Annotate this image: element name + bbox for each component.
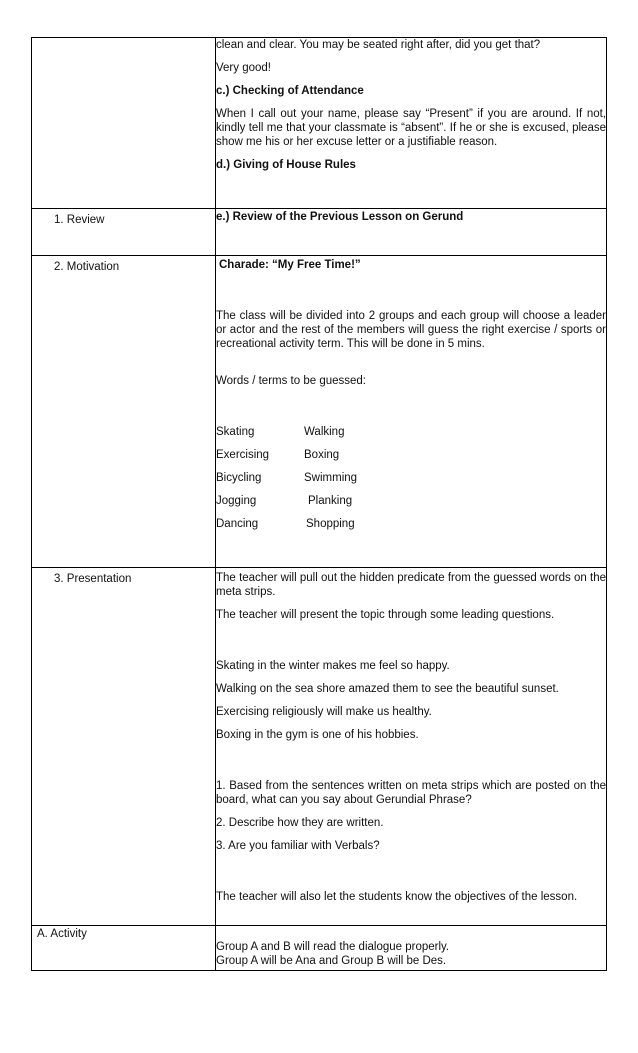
paragraph-predicate: The teacher will pull out the hidden predicate from the guessed words on the meta strips. xyxy=(216,572,606,598)
table-row-activity xyxy=(32,926,607,971)
right-cell-motivation xyxy=(216,256,607,568)
left-cell-activity xyxy=(32,926,216,971)
activity-line-2: Group A will be Ana and Group B will be Des. xyxy=(216,955,447,967)
word-left: Dancing xyxy=(216,518,259,530)
word-right: Shopping xyxy=(306,518,355,530)
word-row xyxy=(216,517,606,531)
right-cell-activity xyxy=(216,926,607,971)
word-right: Boxing xyxy=(304,449,340,461)
word-left: Exercising xyxy=(216,449,270,461)
sentence-skating: Skating in the winter makes me feel so happy. xyxy=(216,660,450,672)
table-row-presentation xyxy=(32,568,607,926)
sentence-boxing: Boxing in the gym is one of his hobbies. xyxy=(216,729,419,741)
word-right: Walking xyxy=(304,426,345,438)
word-right: Swimming xyxy=(304,472,358,484)
paragraph-leading-questions: The teacher will present the topic through some leading questions. xyxy=(216,609,555,621)
word-left: Skating xyxy=(216,426,255,438)
question-2: 2. Describe how they are written. xyxy=(216,817,384,829)
word-left: Bicycling xyxy=(216,472,262,484)
review-label: 1. Review xyxy=(54,214,105,226)
table-row-motivation xyxy=(32,256,607,568)
sentence-walking: Walking on the sea shore amazed them to see the beautiful sunset. xyxy=(216,683,559,695)
table-row-opening xyxy=(32,38,607,209)
word-right: Planking xyxy=(308,495,353,507)
sentence-exercising: Exercising religiously will make us healthy. xyxy=(216,706,432,718)
question-3: 3. Are you familiar with Verbals? xyxy=(216,840,380,852)
paragraph-seated: clean and clear. You may be seated right after, did you get that? xyxy=(216,39,541,51)
activity-line-1: Group A and B will read the dialogue properly. xyxy=(216,941,450,953)
word-row xyxy=(216,425,606,439)
question-1: 1. Based from the sentences written on meta strips which are posted on the board, what can you say about Gerundial Phrase? xyxy=(216,780,606,806)
table-row-review xyxy=(32,209,607,256)
heading-checking-attendance: c.) Checking of Attendance xyxy=(216,85,364,97)
word-row xyxy=(216,448,606,462)
right-cell-presentation xyxy=(216,568,607,926)
presentation-label: 3. Presentation xyxy=(54,573,132,585)
activity-label: A. Activity xyxy=(37,928,87,940)
left-cell-empty xyxy=(32,38,216,209)
right-cell-opening xyxy=(216,38,607,209)
paragraph-attendance: When I call out your name, please say “Present” if you are around. If not, kindly tell me that your classmate is “absent”. If he or she is excused, please show me his or her excuse letter or a justifiable reason. xyxy=(216,108,606,148)
lesson-plan-table xyxy=(31,37,607,971)
motivation-label: 2. Motivation xyxy=(54,261,120,273)
word-row xyxy=(216,494,606,508)
heading-review-gerund: e.) Review of the Previous Lesson on Gerund xyxy=(216,211,464,223)
paragraph-very-good: Very good! xyxy=(216,62,271,74)
heading-house-rules: d.) Giving of House Rules xyxy=(216,159,356,171)
left-cell-presentation xyxy=(32,568,216,926)
paragraph-objectives: The teacher will also let the students know the objectives of the lesson. xyxy=(216,891,578,903)
heading-charade: Charade: “My Free Time!” xyxy=(219,259,361,271)
paragraph-groups: The class will be divided into 2 groups and each group will choose a leader or actor and the rest of the members will guess the right exercise / sports or recreational activity term. This will be done in 5 mins. xyxy=(216,310,606,350)
left-cell-review xyxy=(32,209,216,256)
paragraph-words-intro: Words / terms to be guessed: xyxy=(216,375,366,387)
right-cell-review xyxy=(216,209,607,256)
word-left: Jogging xyxy=(216,495,257,507)
left-cell-motivation xyxy=(32,256,216,568)
word-row xyxy=(216,471,606,485)
